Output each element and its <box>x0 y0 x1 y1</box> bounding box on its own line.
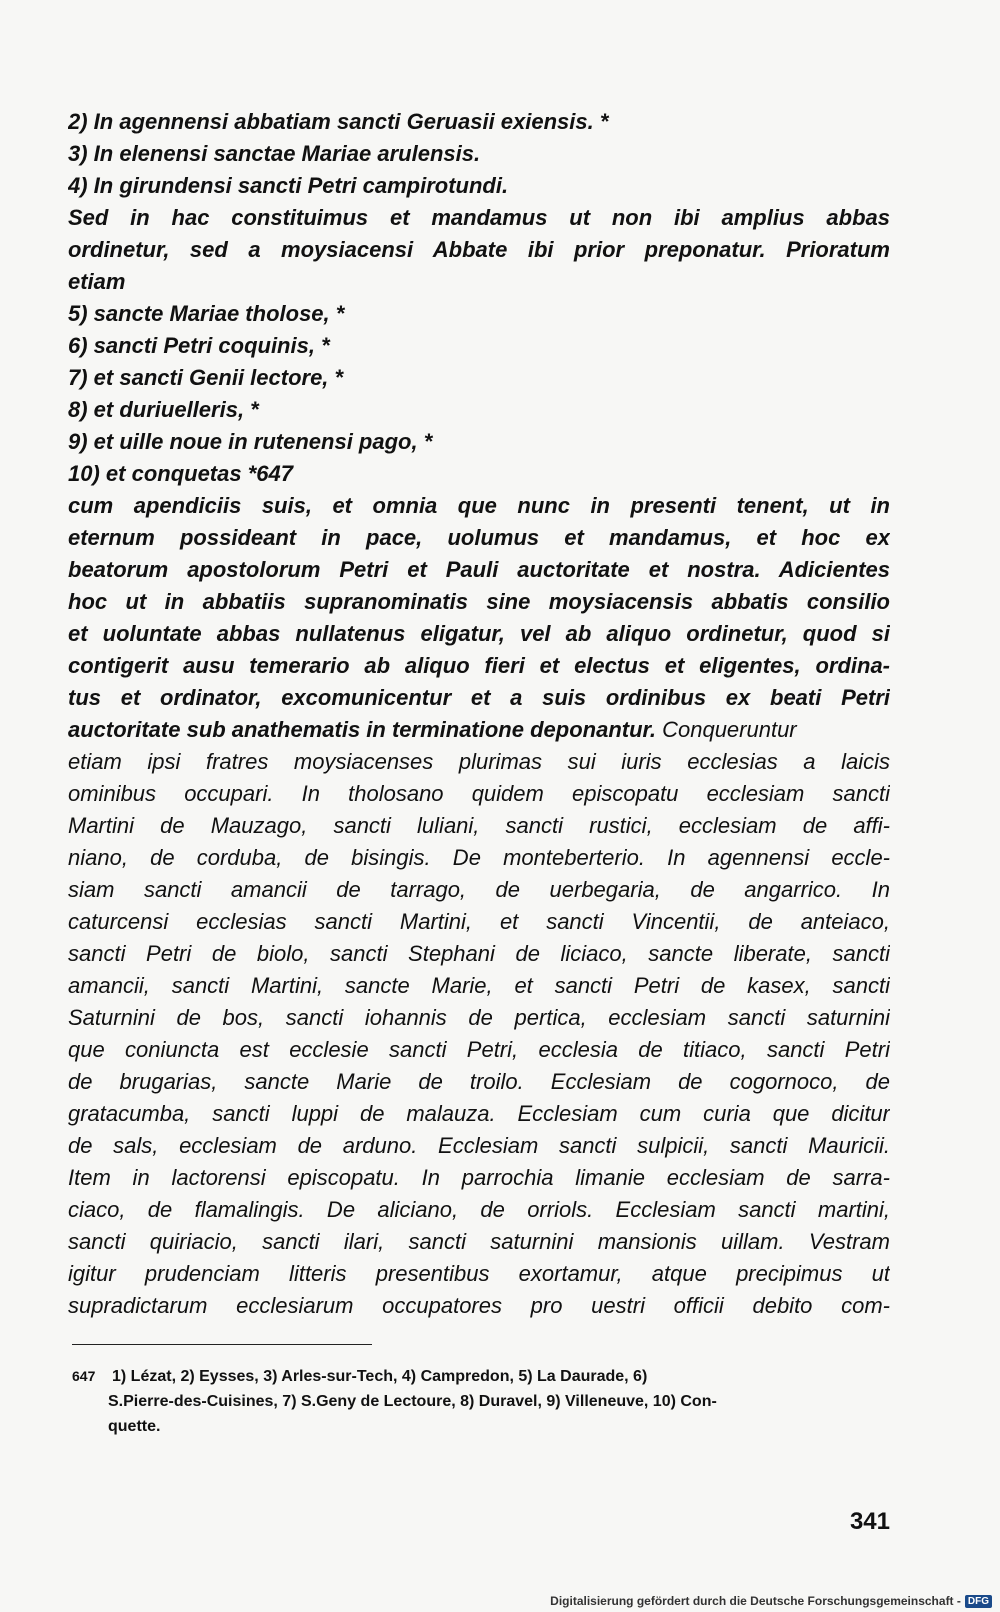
text-line-content: sancti quiriacio, sancti ilari, sancti saturnini mansionis uillam. Vestram <box>68 1229 890 1254</box>
text-line <box>68 682 890 714</box>
text-line-content: amancii, sancti Martini, sancte Marie, et sancti Petri de kasex, sancti <box>68 973 890 998</box>
text-line <box>68 170 890 202</box>
text-line <box>68 586 890 618</box>
footnote-line-3: quette. <box>108 1418 161 1435</box>
text-line <box>68 202 890 234</box>
text-line <box>68 362 890 394</box>
text-line-content: que coniuncta est ecclesie sancti Petri, ecclesia de titiaco, sancti Petri <box>68 1037 890 1062</box>
text-line <box>68 394 890 426</box>
text-line-content: beatorum apostolorum Petri et Pauli auctoritate et nostra. Adicientes <box>68 557 890 582</box>
text-line-content: et uoluntate abbas nullatenus eligatur, vel ab aliquo ordinetur, quod si <box>68 621 890 646</box>
text-line <box>68 458 890 490</box>
credit-text: Digitalisierung gefördert durch die Deutsche Forschungsgemeinschaft - <box>550 1594 961 1608</box>
text-line <box>68 1066 890 1098</box>
text-line-content: 8) et duriuelleris, * <box>68 397 259 422</box>
page-number: 341 <box>849 1508 890 1535</box>
text-line-content: caturcensi ecclesias sancti Martini, et sancti Vincentii, de anteiaco, <box>68 909 890 934</box>
text-line <box>68 490 890 522</box>
footnote-number: 647 <box>72 1368 96 1384</box>
text-line <box>68 618 890 650</box>
footnote-text-1: 1) Lézat, 2) Eysses, 3) Arles-sur-Tech, 4) Campredon, 5) La Daurade, 6) <box>112 1368 648 1385</box>
text-line <box>68 234 890 266</box>
text-line <box>68 842 890 874</box>
text-line-content: auctoritate sub anathematis in terminatione deponantur. <box>68 717 656 742</box>
text-line-content: 10) et conquetas *647 <box>68 461 293 486</box>
text-line-content: ordinetur, sed a moysiacensi Abbate ibi prior preponatur. Prioratum <box>68 237 890 262</box>
footnote-line-2: S.Pierre-des-Cuisines, 7) S.Geny de Lectoure, 8) Duravel, 9) Villeneuve, 10) Con- <box>108 1393 717 1410</box>
footnote-rule <box>72 1344 372 1345</box>
text-line <box>68 138 890 170</box>
text-line <box>68 1130 890 1162</box>
text-line <box>68 522 890 554</box>
text-line <box>68 746 890 778</box>
text-line-content: tus et ordinator, excomunicentur et a suis ordinibus ex beati Petri <box>68 685 890 710</box>
text-line-content: Sed in hac constituimus et mandamus ut non ibi amplius abbas <box>68 205 890 230</box>
text-line-content: 6) sancti Petri coquinis, * <box>68 333 330 358</box>
text-line-content: igitur prudenciam litteris presentibus exortamur, atque precipimus ut <box>68 1261 890 1286</box>
text-line <box>68 426 890 458</box>
text-line-content: 4) In girundensi sancti Petri campirotundi. <box>68 173 509 198</box>
text-line <box>68 330 890 362</box>
text-line <box>68 1002 890 1034</box>
text-line-content: eternum possideant in pace, uolumus et mandamus, et hoc ex <box>68 525 890 550</box>
text-line-content: supradictarum ecclesiarum occupatores pro uestri officii debito com- <box>68 1293 890 1318</box>
text-line <box>68 1226 890 1258</box>
text-line <box>68 1194 890 1226</box>
text-line-content: 2) In agennensi abbatiam sancti Geruasii exiensis. * <box>68 109 609 134</box>
main-text-block <box>68 106 890 1322</box>
text-line <box>68 554 890 586</box>
text-line <box>68 1258 890 1290</box>
text-line-content: 9) et uille noue in rutenensi pago, * <box>68 429 433 454</box>
text-line <box>68 874 890 906</box>
text-line <box>68 938 890 970</box>
text-line <box>68 778 890 810</box>
text-line-content: siam sancti amancii de tarrago, de uerbegaria, de angarrico. In <box>68 877 890 902</box>
text-line-content: Saturnini de bos, sancti iohannis de pertica, ecclesiam sancti saturnini <box>68 1005 890 1030</box>
text-line-content: gratacumba, sancti luppi de malauza. Ecclesiam cum curia que dicitur <box>68 1101 890 1126</box>
text-line-content: 3) In elenensi sanctae Mariae arulensis. <box>68 141 481 166</box>
text-line-tail: Conqueruntur <box>655 717 797 742</box>
text-line <box>68 1162 890 1194</box>
text-line-content: de brugarias, sancte Marie de troilo. Ecclesiam de cogornoco, de <box>68 1069 890 1094</box>
text-line-content: 7) et sancti Genii lectore, * <box>68 365 344 390</box>
text-line <box>68 266 890 298</box>
text-line-content: cum apendiciis suis, et omnia que nunc in presenti tenent, ut in <box>68 493 890 518</box>
text-line <box>68 1290 890 1322</box>
text-line <box>68 906 890 938</box>
digitization-credit <box>550 1594 992 1608</box>
text-line <box>68 714 890 746</box>
dfg-logo-icon: DFG <box>965 1595 992 1608</box>
text-line <box>68 970 890 1002</box>
text-line-content: niano, de corduba, de bisingis. De monteberterio. In agennensi eccle- <box>68 845 890 870</box>
text-line <box>68 810 890 842</box>
text-line-content: etiam ipsi fratres moysiacenses plurimas sui iuris ecclesias a laicis <box>68 749 890 774</box>
text-line-content: etiam <box>68 269 126 294</box>
text-line-content: contigerit ausu temerario ab aliquo fieri et electus et eligentes, ordina- <box>68 653 890 678</box>
text-line <box>68 650 890 682</box>
text-line <box>68 1098 890 1130</box>
text-line-content: Item in lactorensi episcopatu. In parrochia limanie ecclesiam de sarra- <box>68 1165 890 1190</box>
text-line-content: Martini de Mauzago, sancti luliani, sancti rustici, ecclesiam de affi- <box>68 813 890 838</box>
footnote-line-1 <box>72 1364 894 1389</box>
text-line-content: 5) sancte Mariae tholose, * <box>68 301 345 326</box>
text-line <box>68 1034 890 1066</box>
text-line <box>68 106 890 138</box>
footnote <box>72 1364 894 1439</box>
text-line-content: de sals, ecclesiam de arduno. Ecclesiam sancti sulpicii, sancti Mauricii. <box>68 1133 890 1158</box>
text-line-content: hoc ut in abbatiis supranominatis sine moysiacensis abbatis consilio <box>68 589 890 614</box>
text-line <box>68 298 890 330</box>
text-line-content: ominibus occupari. In tholosano quidem episcopatu ecclesiam sancti <box>68 781 890 806</box>
text-line-content: sancti Petri de biolo, sancti Stephani de liciaco, sancte liberate, sancti <box>68 941 890 966</box>
text-line-content: ciaco, de flamalingis. De aliciano, de orriols. Ecclesiam sancti martini, <box>68 1197 890 1222</box>
